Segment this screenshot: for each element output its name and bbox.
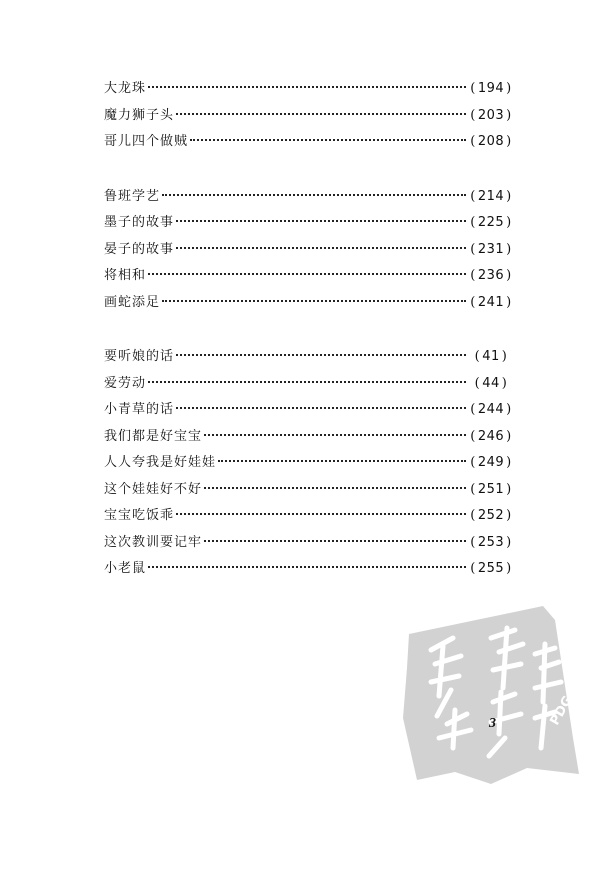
toc-entry-title: 晏子的故事	[104, 241, 175, 257]
toc-group-2	[104, 184, 514, 317]
toc-entry-page: ( 246 )	[468, 424, 514, 451]
toc-entry[interactable]	[104, 371, 514, 398]
dot-leader	[162, 194, 466, 196]
toc-entry[interactable]	[104, 103, 514, 130]
dot-leader	[204, 434, 466, 436]
toc-entry[interactable]	[104, 76, 514, 103]
dot-leader	[204, 487, 466, 489]
toc-entry[interactable]	[104, 184, 514, 211]
toc-entry-title: 画蛇添足	[104, 294, 161, 310]
toc-entry-page: ( 249 )	[468, 450, 514, 477]
toc-entry-page: ( 44 )	[468, 371, 514, 398]
toc-entry-title: 小青草的话	[104, 402, 175, 417]
toc-entry[interactable]	[104, 450, 514, 477]
toc-entry-title: 墨子的故事	[104, 215, 175, 230]
toc-entry-page: ( 253 )	[468, 530, 514, 557]
toc-entry-page: ( 244 )	[468, 397, 514, 424]
toc-entry-title: 这次教训要记牢	[104, 534, 203, 550]
dot-leader	[148, 381, 466, 383]
dot-leader	[176, 407, 466, 409]
toc-entry-page: ( 208 )	[468, 129, 514, 156]
dot-leader	[176, 113, 466, 115]
toc-entry-title: 要听娘的话	[104, 349, 175, 364]
toc-entry[interactable]	[104, 530, 514, 557]
watermark-label: PDG	[547, 693, 576, 728]
toc-entry-title: 这个娃娃好不好	[104, 481, 203, 497]
toc-entry-title: 小老鼠	[104, 561, 147, 576]
toc-entry[interactable]	[104, 503, 514, 530]
toc-entry-page: ( 225 )	[468, 210, 514, 237]
toc-entry-title: 宝宝吃饭乖	[104, 508, 175, 523]
toc-entry-page: ( 194 )	[468, 76, 514, 103]
dot-leader	[190, 139, 466, 141]
dot-leader	[204, 540, 466, 542]
toc-entry-page: ( 236 )	[468, 263, 514, 290]
toc-entry-title: 哥儿四个做贼	[104, 134, 189, 149]
toc-entry-page: ( 203 )	[468, 103, 514, 130]
toc-entry[interactable]	[104, 397, 514, 424]
toc-entry[interactable]	[104, 344, 514, 371]
toc-entry-title: 魔力狮子头	[104, 107, 175, 123]
toc-group-1	[104, 76, 514, 156]
toc-entry[interactable]	[104, 424, 514, 451]
toc-entry[interactable]	[104, 263, 514, 290]
toc-entry[interactable]	[104, 290, 514, 317]
toc-entry-page: ( 241 )	[468, 290, 514, 317]
toc-entry-title: 鲁班学艺	[104, 188, 161, 204]
dot-leader	[176, 247, 466, 249]
toc-entry-page: ( 255 )	[468, 556, 514, 583]
toc-entry[interactable]	[104, 129, 514, 156]
toc-entry-title: 我们都是好宝宝	[104, 428, 203, 444]
toc-entry-title: 将相和	[104, 268, 147, 283]
toc-entry-title: 爱劳动	[104, 375, 147, 391]
dot-leader	[162, 300, 466, 302]
dot-leader	[176, 354, 466, 356]
toc-entry-page: ( 252 )	[468, 503, 514, 530]
toc-entry[interactable]	[104, 237, 514, 264]
dot-leader	[218, 460, 466, 462]
dot-leader	[148, 273, 466, 275]
toc-entry-page: ( 231 )	[468, 237, 514, 264]
toc-entry[interactable]	[104, 210, 514, 237]
dot-leader	[148, 566, 466, 568]
table-of-contents	[104, 76, 514, 583]
seal-stamp-icon	[395, 598, 585, 788]
toc-entry-title: 大龙珠	[104, 81, 147, 96]
toc-entry-title: 人人夸我是好娃娃	[104, 455, 217, 470]
toc-entry-page: ( 251 )	[468, 477, 514, 504]
dot-leader	[148, 86, 466, 88]
toc-entry[interactable]	[104, 556, 514, 583]
dot-leader	[176, 513, 466, 515]
toc-entry-page: ( 214 )	[468, 184, 514, 211]
toc-entry[interactable]	[104, 477, 514, 504]
page-number: 3	[489, 716, 496, 731]
toc-entry-page: ( 41 )	[468, 344, 514, 371]
toc-group-3	[104, 344, 514, 583]
dot-leader	[176, 220, 466, 222]
